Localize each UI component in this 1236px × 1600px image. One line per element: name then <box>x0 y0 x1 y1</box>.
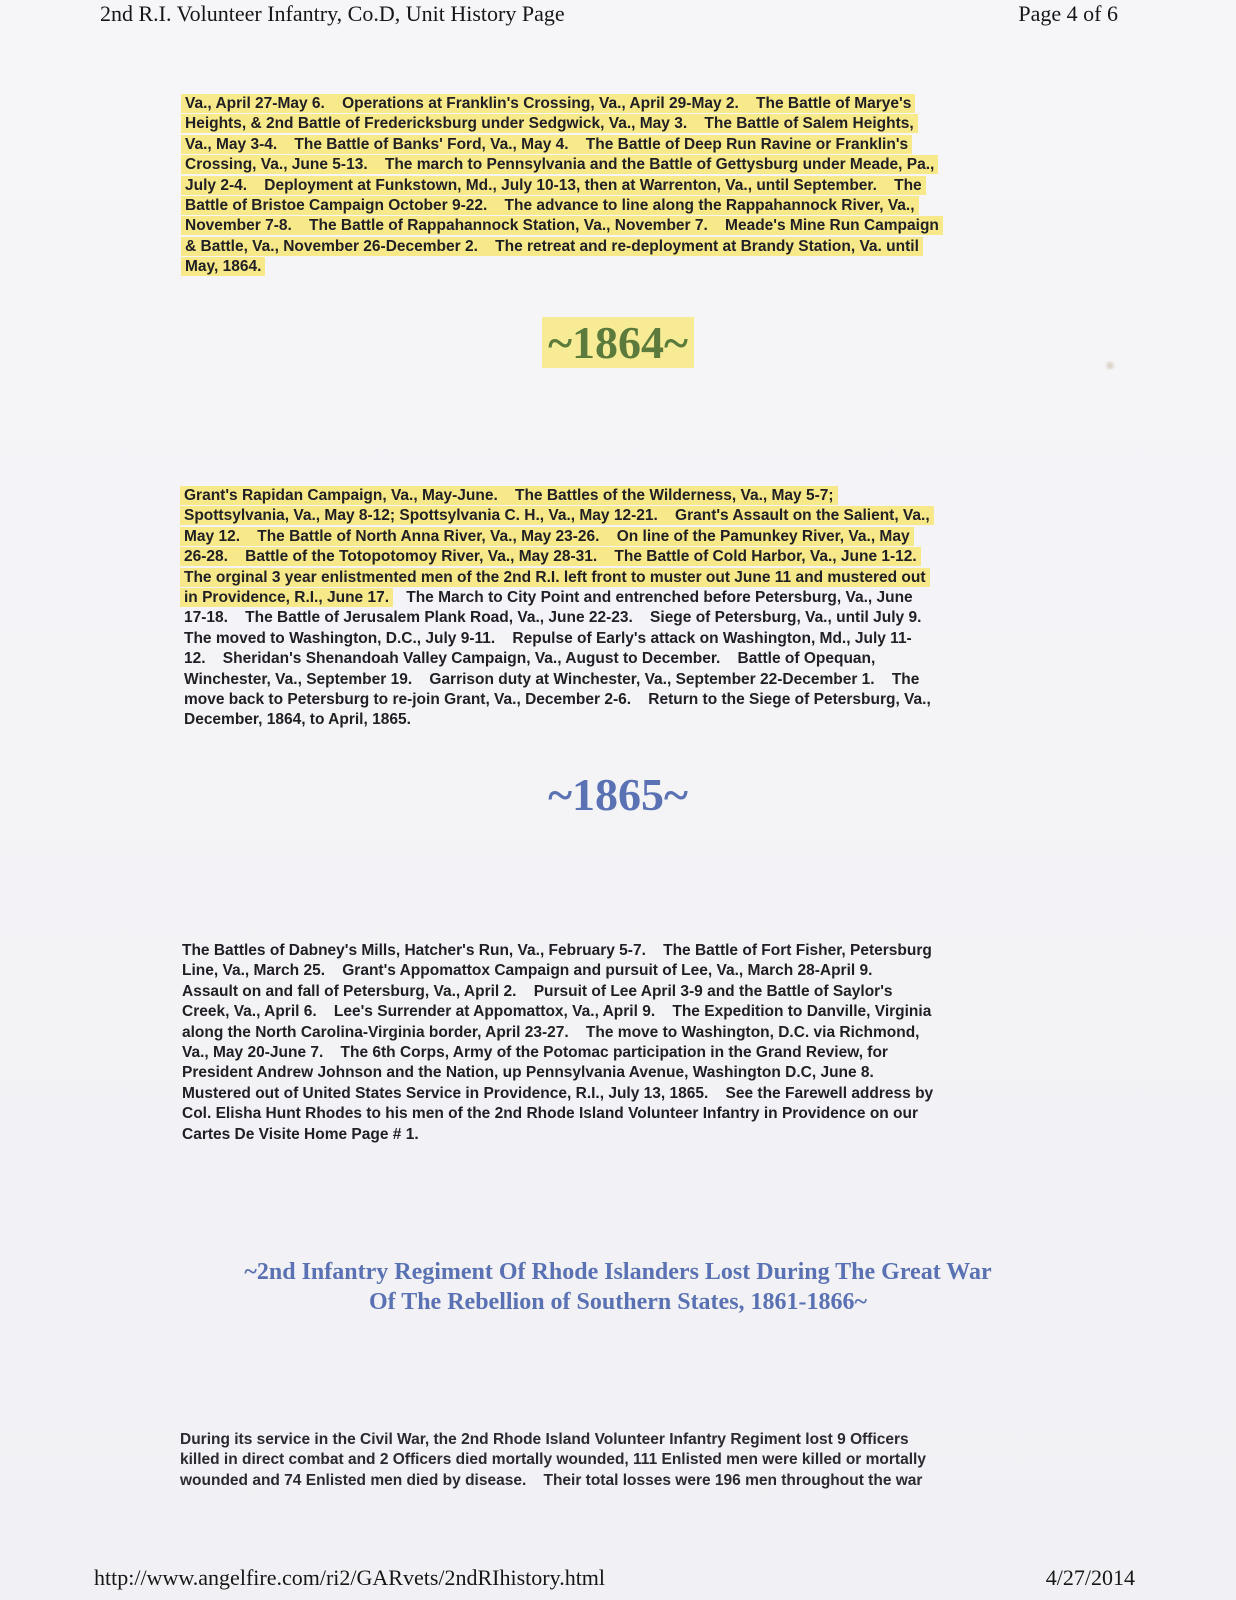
text-line: Crossing, Va., June 5-13. The march to Pennsylvania and the Battle of Gettysburg under Meade, Pa., <box>185 156 935 174</box>
text-line: November 7-8. The Battle of Rappahannock Station, Va., November 7. Meade's Mine Run Campaign <box>185 217 939 235</box>
text-line: Spottsylvania, Va., May 8-12; Spottsylvania C. H., Va., May 12-21. Grant's Assault on the Salient, Va., <box>184 507 930 525</box>
text-line: July 2-4. Deployment at Funkstown, Md., July 10-13, then at Warrenton, Va., until September. The <box>185 176 922 194</box>
text-line: During its service in the Civil War, the 2nd Rhode Island Volunteer Infantry Regiment lost 9 Officers <box>180 1431 909 1448</box>
campaign-text-1865 <box>182 941 933 1145</box>
text-line: Cartes De Visite Home Page # 1. <box>182 1125 419 1143</box>
losses-text <box>180 1430 926 1491</box>
text-line: 26-28. Battle of the Totopotomoy River, Va., May 28-31. The Battle of Cold Harbor, Va., June 1-12. <box>184 548 917 566</box>
page-footer-url: http://www.angelfire.com/ri2/GARvets/2ndRIhistory.html <box>94 1565 606 1590</box>
text-line: Assault on and fall of Petersburg, Va., April 2. Pursuit of Lee April 3-9 and the Battle of Saylor's <box>182 982 893 1000</box>
text-line: The Battles of Dabney's Mills, Hatcher's Run, Va., February 5-7. The Battle of Fort Fisher, Petersburg <box>182 942 932 959</box>
year-heading-1865: ~1865~ <box>548 769 688 820</box>
page-footer-date: 4/27/2014 <box>1045 1565 1135 1590</box>
losses-heading-line: Of The Rebellion of Southern States, 1861-1866~ <box>368 1289 868 1315</box>
text-line: The orginal 3 year enlistmented men of the 2nd R.I. left front to muster out June 11 and mustered out <box>184 568 926 586</box>
text-line: Grant's Rapidan Campaign, Va., May-June. The Battles of the Wilderness, Va., May 5-7; <box>184 487 834 504</box>
text-line: move back to Petersburg to re-join Grant, Va., December 2-6. Return to the Siege of Petersburg, Va., <box>184 691 931 709</box>
text-line: Heights, & 2nd Battle of Fredericksburg under Sedgwick, Va., May 3. The Battle of Salem Heights, <box>185 115 914 133</box>
losses-heading-line: ~2nd Infantry Regiment Of Rhode Islanders Lost During The Great War <box>244 1259 992 1285</box>
highlighted-text <box>181 94 943 276</box>
text-line: 12. Sheridan's Shenandoah Valley Campaign, Va., August to December. Battle of Opequan, <box>184 650 876 668</box>
year-heading-text: ~1864~ <box>542 317 694 368</box>
page-header-title: 2nd R.I. Volunteer Infantry, Co.D, Unit History Page <box>100 1 565 26</box>
text-line: Mustered out of United States Service in Providence, R.I., July 13, 1865. See the Farewell address by <box>182 1084 934 1102</box>
campaign-text-1864 <box>184 486 931 731</box>
text-line: The moved to Washington, D.C., July 9-11. Repulse of Early's attack on Washington, Md., July 11- <box>184 629 912 647</box>
text-line: President Andrew Johnson and the Nation, up Pennsylvania Avenue, Washington D.C, June 8. <box>182 1064 874 1082</box>
text-line: Va., May 3-4. The Battle of Banks' Ford, Va., May 4. The Battle of Deep Run Ravine or Franklin's <box>185 135 909 153</box>
text-line: December, 1864, to April, 1865. <box>184 711 411 729</box>
text-line: Va., May 20-June 7. The 6th Corps, Army of the Potomac participation in the Grand Review, for <box>182 1044 888 1062</box>
text-line: Winchester, Va., September 19. Garrison duty at Winchester, Va., September 22-December 1. The <box>184 670 920 688</box>
text-line: Col. Elisha Hunt Rhodes to his men of the 2nd Rhode Island Volunteer Infantry in Providence on our <box>182 1105 919 1123</box>
text-line: along the North Carolina-Virginia border, April 23-27. The move to Washington, D.C. via Richmond, <box>182 1023 920 1041</box>
text-line: May 12. The Battle of North Anna River, Va., May 23-26. On line of the Pamunkey River, Va., May <box>184 527 910 545</box>
text-line: Va., April 27-May 6. Operations at Franklin's Crossing, Va., April 29-May 2. The Battle of Marye's <box>185 95 912 112</box>
paper-smudge <box>1103 361 1117 370</box>
text-line: wounded and 74 Enlisted men died by disease. Their total losses were 196 men throughout the war <box>180 1471 923 1489</box>
text-line: in Providence, R.I., June 17. <box>184 589 390 607</box>
text-line: 17-18. The Battle of Jerusalem Plank Road, Va., June 22-23. Siege of Petersburg, Va., until July 9. <box>184 609 922 627</box>
year-heading-1864 <box>0 316 1236 369</box>
page-number: Page 4 of 6 <box>1018 1 1118 26</box>
losses-heading <box>0 1257 1236 1317</box>
text-line-continuation: The March to City Point and entrenched before Petersburg, Va., June <box>389 589 913 607</box>
text-line: & Battle, Va., November 26-December 2. The retreat and re-deployment at Brandy Station, Va. until <box>185 237 919 255</box>
text-line: killed in direct combat and 2 Officers died mortally wounded, 111 Enlisted men were killed or mortally <box>180 1451 926 1469</box>
text-line: May, 1864. <box>185 258 262 276</box>
text-line: Creek, Va., April 6. Lee's Surrender at Appomattox, Va., April 9. The Expedition to Danville, Virginia <box>182 1003 932 1021</box>
text-line: Line, Va., March 25. Grant's Appomattox Campaign and pursuit of Lee, Va., March 28-April 9. <box>182 962 873 980</box>
text-line: Battle of Bristoe Campaign October 9-22. The advance to line along the Rappahannock River, Va., <box>185 197 915 215</box>
campaign-text-1863 <box>185 94 939 278</box>
